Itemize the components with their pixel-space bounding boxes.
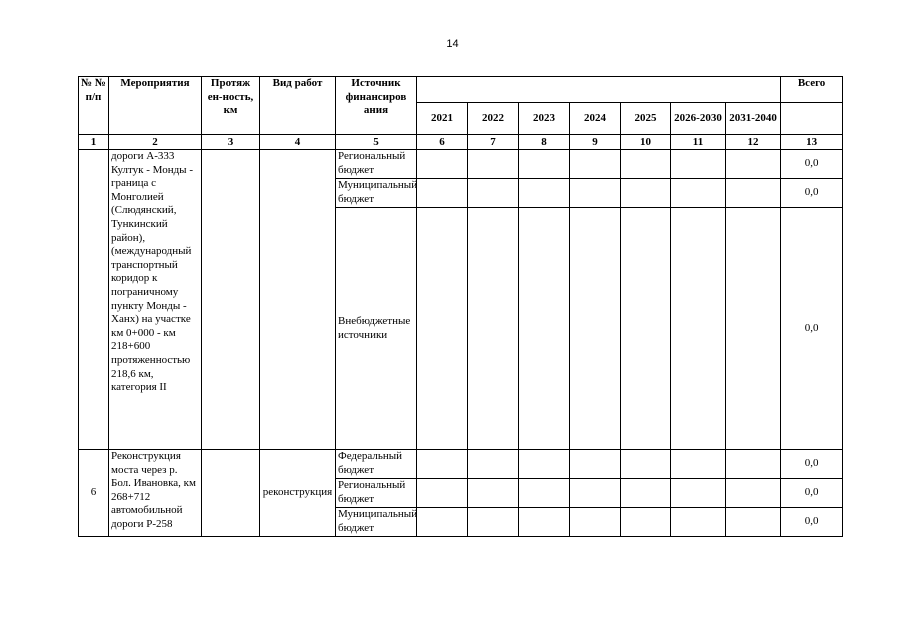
row-number: 6 — [79, 450, 109, 537]
source-cell: Региональный бюджет — [336, 479, 417, 508]
column-number: 7 — [468, 135, 519, 150]
column-number: 8 — [519, 135, 570, 150]
header-years-group — [417, 77, 781, 103]
source-cell: Региональный бюджет — [336, 150, 417, 179]
source-cell: Муниципальный бюджет — [336, 179, 417, 208]
total-cell: 0,0 — [781, 450, 843, 479]
header-total-blank — [781, 103, 843, 135]
column-number: 5 — [336, 135, 417, 150]
table-row — [79, 150, 843, 179]
activity-cell: Реконструкция моста через р. Бол. Ивановка, км 268+712 автомобильной дороги Р-258 — [109, 450, 202, 537]
source-cell: Муниципальный бюджет — [336, 508, 417, 537]
header-length: Протяж ен-ность, км — [202, 77, 260, 135]
total-cell: 0,0 — [781, 208, 843, 450]
column-number: 4 — [260, 135, 336, 150]
column-number: 11 — [671, 135, 726, 150]
financing-table — [78, 76, 843, 537]
row-number — [79, 150, 109, 450]
source-cell: Федеральный бюджет — [336, 450, 417, 479]
column-number: 3 — [202, 135, 260, 150]
column-number: 10 — [621, 135, 671, 150]
header-year: 2021 — [417, 103, 468, 135]
header-year: 2024 — [570, 103, 621, 135]
column-number: 6 — [417, 135, 468, 150]
header-work-type: Вид работ — [260, 77, 336, 135]
header-year: 2026-2030 — [671, 103, 726, 135]
header-no: № № п/п — [79, 77, 109, 135]
length-cell — [202, 150, 260, 450]
header-year: 2023 — [519, 103, 570, 135]
total-cell: 0,0 — [781, 150, 843, 179]
header-source: Источник финансиров ания — [336, 77, 417, 135]
column-number: 2 — [109, 135, 202, 150]
column-number: 9 — [570, 135, 621, 150]
header-activity: Мероприятия — [109, 77, 202, 135]
column-number: 13 — [781, 135, 843, 150]
source-cell: Внебюджетные источники — [336, 208, 417, 450]
page-number: 14 — [446, 38, 459, 50]
column-number: 1 — [79, 135, 109, 150]
length-cell — [202, 450, 260, 537]
work-type-cell: реконструкция — [260, 450, 336, 537]
header-year: 2022 — [468, 103, 519, 135]
header-year: 2031-2040 — [726, 103, 781, 135]
work-type-cell — [260, 150, 336, 450]
column-number: 12 — [726, 135, 781, 150]
header-year: 2025 — [621, 103, 671, 135]
table-row — [79, 450, 843, 479]
total-cell: 0,0 — [781, 179, 843, 208]
header-total: Всего — [781, 77, 843, 103]
total-cell: 0,0 — [781, 508, 843, 537]
total-cell: 0,0 — [781, 479, 843, 508]
activity-cell: дороги А-333 Култук - Монды - граница с Монголией (Слюдянский, Тункинский район), (международный транспортный коридор к пограничному пункту Монды - Ханх) на участке км 0+000 - км 218+600 протяженностью 218,6 км, категория II — [109, 150, 202, 450]
